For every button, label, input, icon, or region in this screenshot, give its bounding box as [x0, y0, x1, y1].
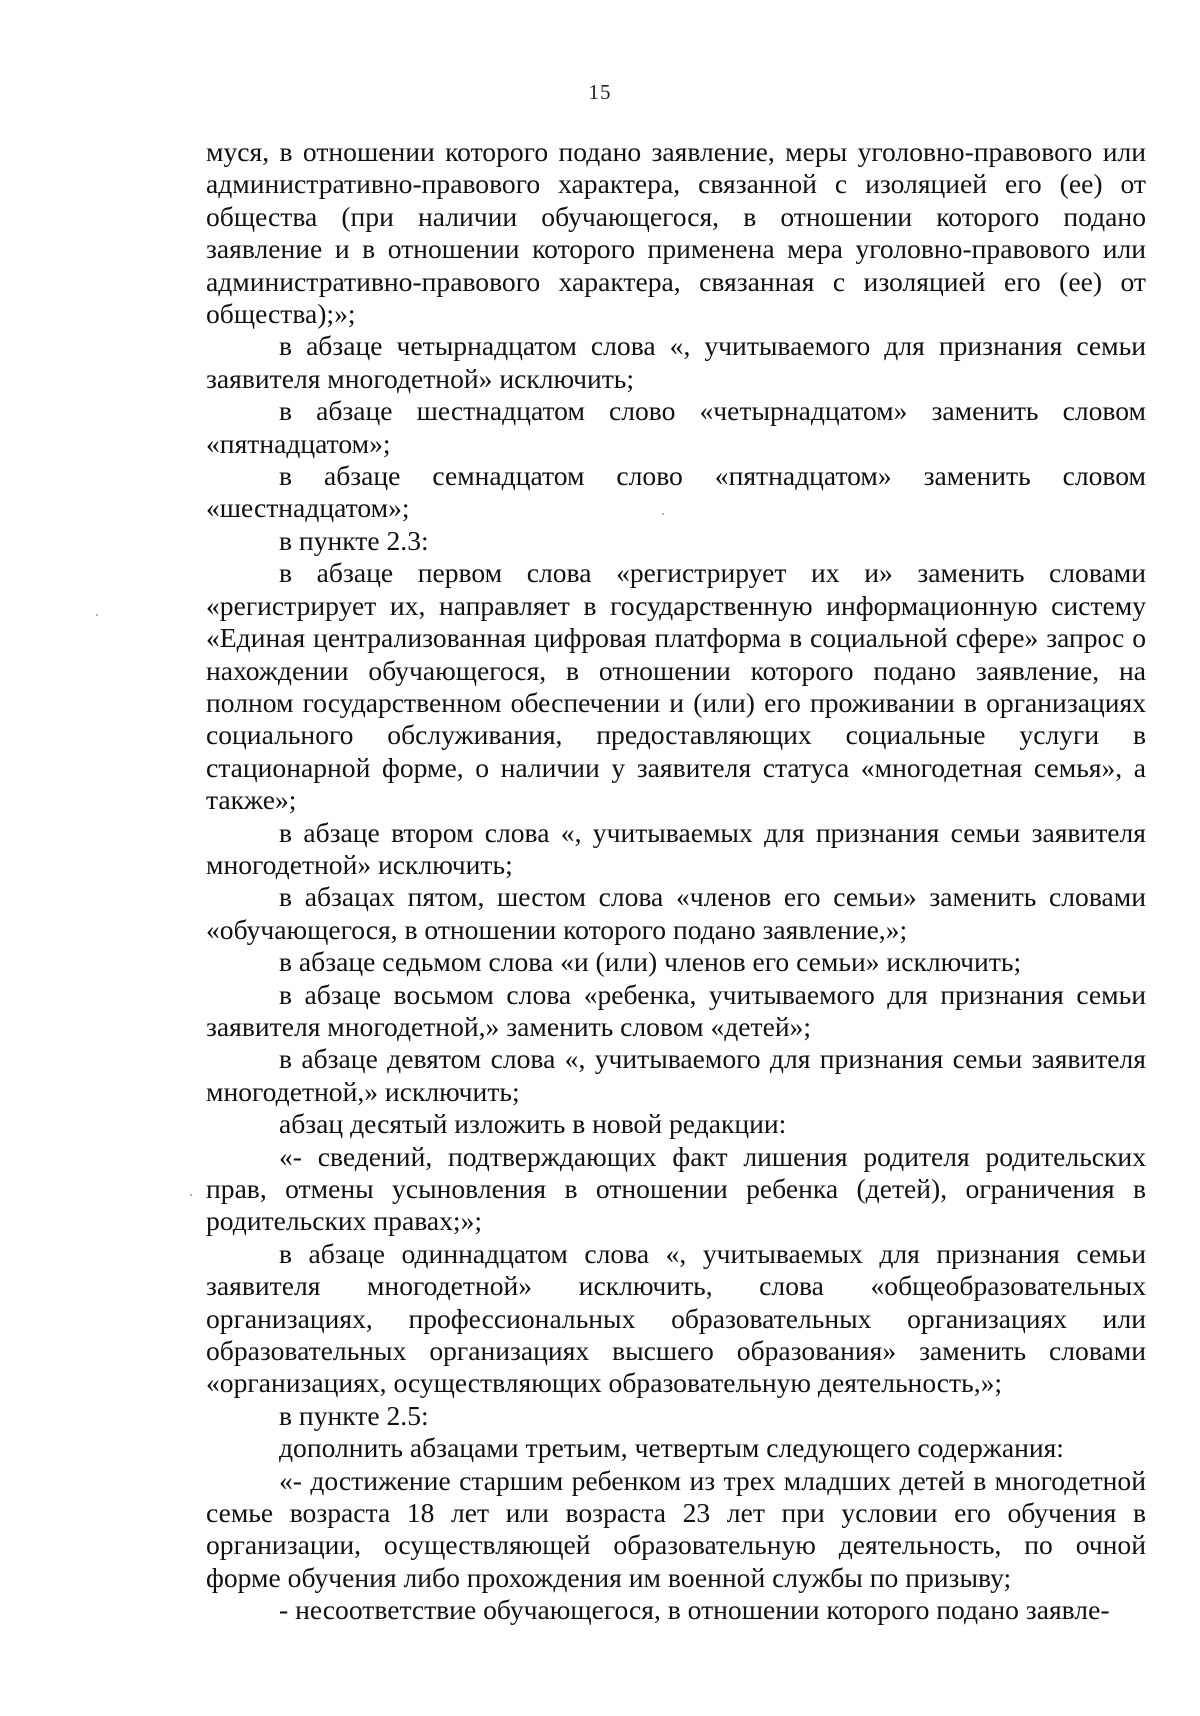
- page-number: 15: [588, 80, 612, 104]
- scan-speck: [96, 614, 98, 616]
- paragraph: муся, в отношении которого подано заявление, меры уголовно-правового или административно-правового характера, связанной с изоляцией его (ее) от общества (при наличии обучающегося, в отношении которого подано заявление и в отношении которого применена мера уголовно-правового или административно-правового характера, связанная с изоляцией его (ее) от общества);»;: [206, 136, 1146, 330]
- paragraph: в абзаце седьмом слова «и (или) членов его семьи» исключить;: [279, 946, 1022, 978]
- paragraph: абзац десятый изложить в новой редакции:: [279, 1108, 787, 1140]
- paragraph: в абзаце первом слова «регистрирует их и» заменить словами «регистрирует их, направляет в государственную информационную систему «Единая централизованная цифровая платформа в социальной сфере» запрос о нахождении обучающегося, в отношении которого подано заявление, на полном государственном обеспечении и (или) его проживании в организациях социального обслуживания, предоставляющих социальные услуги в стационарной форме, о наличии у заявителя статуса «многодетная семья», а также»;: [206, 557, 1146, 816]
- paragraph: в пункте 2.5:: [279, 1399, 429, 1431]
- paragraph: в абзаце одиннадцатом слова «, учитываемых для признания семьи заявителя многодетной» исключить, слова «общеобразовательных организациях, профессиональных образовательных организациях или образовательных организациях высшего образования» заменить словами «организациях, осуществляющих образовательную деятельность,»;: [206, 1237, 1146, 1399]
- document-body: [206, 136, 1146, 1627]
- paragraph: «- сведений, подтверждающих факт лишения родителя родительских прав, отмены усыновления в отношении ребенка (детей), ограничения в родительских правах;»;: [206, 1140, 1146, 1237]
- paragraph: в пункте 2.3:: [279, 524, 429, 556]
- scan-speck: [662, 513, 664, 515]
- paragraph: в абзаце семнадцатом слово «пятнадцатом» заменить словом «шестнадцатом»;: [206, 460, 1146, 524]
- paragraph: в абзаце восьмом слова «ребенка, учитываемого для признания семьи заявителя многодетной,» заменить словом «детей»;: [206, 978, 1146, 1042]
- paragraph: в абзацах пятом, шестом слова «членов его семьи» заменить словами «обучающегося, в отношении которого подано заявление,»;: [206, 881, 1146, 945]
- paragraph: «- достижение старшим ребенком из трех младших детей в многодетной семье возраста 18 лет или возраста 23 лет при условии его обучения в организации, осуществляющей образовательную деятельность, по очной форме обучения либо прохождения им военной службы по призыву;: [206, 1464, 1146, 1593]
- paragraph: в абзаце четырнадцатом слова «, учитываемого для признания семьи заявителя многодетной» исключить;: [206, 330, 1146, 394]
- paragraph: дополнить абзацами третьим, четвертым следующего содержания:: [279, 1432, 1064, 1464]
- paragraph: в абзаце шестнадцатом слово «четырнадцатом» заменить словом «пятнадцатом»;: [206, 395, 1146, 459]
- paragraph: - несоответствие обучающегося, в отношении которого подано заявле-: [279, 1594, 1110, 1626]
- paragraph: в абзаце девятом слова «, учитываемого для признания семьи заявителя многодетной,» исключить;: [206, 1043, 1146, 1107]
- paragraph: в абзаце втором слова «, учитываемых для признания семьи заявителя многодетной» исключить;: [206, 816, 1146, 880]
- scan-speck: [190, 1194, 192, 1196]
